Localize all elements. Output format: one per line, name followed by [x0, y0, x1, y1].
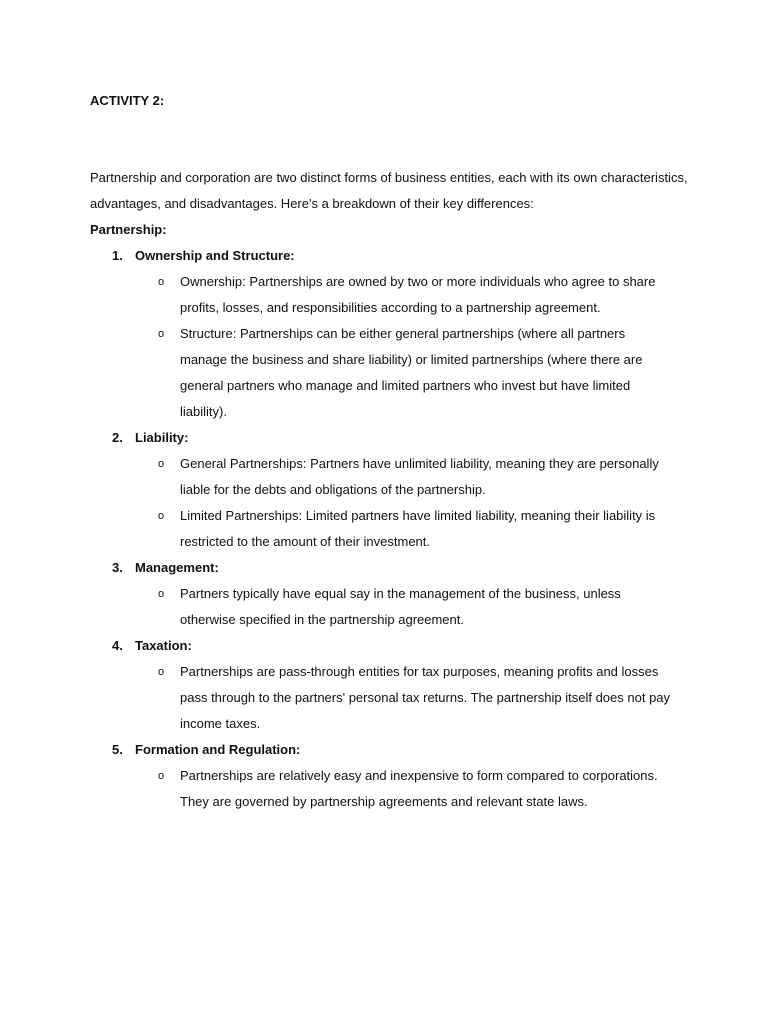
section-label: Partnership: [90, 222, 167, 237]
item-number: 5. [112, 742, 123, 757]
bullet-item [90, 763, 674, 815]
bullet-item [90, 269, 674, 321]
item-number: 3. [112, 560, 123, 575]
list-item [90, 425, 690, 555]
bullet-list [90, 763, 690, 815]
bullet-text: Partnerships are pass-through entities for tax purposes, meaning profits and losses pass through to the partners' personal tax returns. The partnership itself does not pay income taxes. [180, 664, 671, 731]
item-number: 1. [112, 248, 123, 263]
intro-paragraph: Partnership and corporation are two distinct forms of business entities, each with its own characteristics, advantages, and disadvantages. Here's a breakdown of their key differences: [90, 170, 688, 211]
bullet-icon: o [158, 588, 165, 600]
bullet-list [90, 581, 690, 633]
bullet-icon: o [158, 276, 165, 288]
bullet-text: Ownership: Partnerships are owned by two or more individuals who agree to share profits, losses, and responsibilities according to a partnership agreement. [180, 274, 656, 315]
item-title: Formation and Regulation: [135, 742, 301, 757]
item-title: Management: [135, 560, 219, 575]
list-item [90, 555, 690, 633]
item-number: 2. [112, 430, 123, 445]
bullet-icon: o [158, 666, 165, 678]
item-title: Liability: [135, 430, 189, 445]
item-heading [90, 555, 690, 581]
list-item [90, 737, 690, 815]
bullet-text: Partnerships are relatively easy and inexpensive to form compared to corporations. They are governed by partnership agreements and relevant state laws. [180, 768, 658, 809]
bullet-text: Limited Partnerships: Limited partners have limited liability, meaning their liability is restricted to the amount of their investment. [180, 508, 656, 549]
item-number: 4. [112, 638, 123, 653]
bullet-item [90, 451, 674, 503]
numbered-list [90, 243, 690, 815]
document-body [90, 165, 690, 815]
bullet-item [90, 581, 674, 633]
bullet-text: General Partnerships: Partners have unlimited liability, meaning they are personally liable for the debts and obligations of the partnership. [180, 456, 659, 497]
list-item [90, 633, 690, 737]
bullet-list [90, 451, 690, 555]
bullet-item [90, 503, 674, 555]
activity-heading: ACTIVITY 2: [90, 93, 165, 108]
bullet-icon: o [158, 328, 165, 340]
item-title: Taxation: [135, 638, 192, 653]
item-title: Ownership and Structure: [135, 248, 295, 263]
item-heading [90, 737, 690, 763]
bullet-icon: o [158, 510, 165, 522]
bullet-text: Structure: Partnerships can be either general partnerships (where all partners manage the business and share liability) or limited partnerships (where there are general partners who manage and limited partners who invest but have limited liability). [180, 326, 643, 419]
bullet-list [90, 269, 690, 425]
bullet-icon: o [158, 458, 165, 470]
bullet-item [90, 659, 674, 737]
item-heading [90, 425, 690, 451]
bullet-item [90, 321, 674, 425]
list-item [90, 243, 690, 425]
bullet-icon: o [158, 770, 165, 782]
item-heading [90, 633, 690, 659]
bullet-list [90, 659, 690, 737]
item-heading [90, 243, 690, 269]
bullet-text: Partners typically have equal say in the management of the business, unless otherwise specified in the partnership agreement. [180, 586, 621, 627]
